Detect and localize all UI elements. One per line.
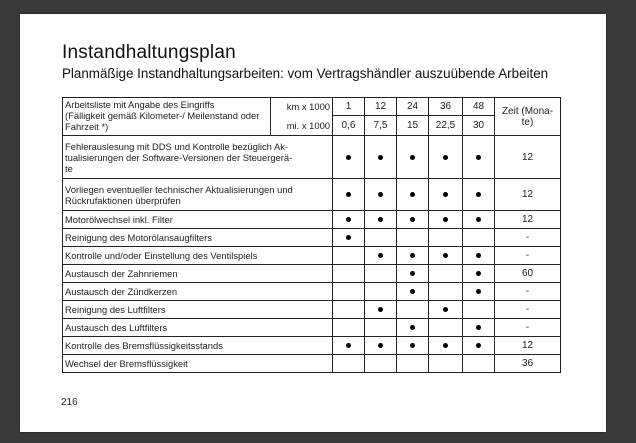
interval-cell — [463, 283, 495, 301]
zeit-cell: - — [495, 229, 561, 247]
mi-value-2: 7,5 — [365, 115, 397, 136]
page-number: 216 — [61, 397, 78, 408]
table-row — [63, 355, 561, 373]
check-dot-icon — [476, 253, 481, 258]
task-text-line: Austausch der Zahnriemen — [65, 268, 178, 279]
check-dot-icon — [410, 271, 415, 276]
interval-cell — [333, 319, 365, 337]
check-dot-icon — [346, 217, 351, 222]
unit-km-label: km x 1000 — [271, 98, 333, 116]
task-text-line: Austausch des Luftfilters — [65, 322, 168, 333]
interval-cell — [365, 179, 397, 211]
header-label-rest: (Fälligkeit gemäß Kilometer-/ Meilenstand oder Fahrzeit *) — [65, 110, 260, 132]
interval-cell — [365, 301, 397, 319]
interval-cell — [429, 337, 463, 355]
table-row — [63, 211, 561, 229]
check-dot-icon — [410, 325, 415, 330]
interval-cell — [463, 211, 495, 229]
interval-cell — [463, 337, 495, 355]
check-dot-icon — [476, 192, 481, 197]
interval-cell — [429, 301, 463, 319]
task-cell — [63, 319, 333, 337]
task-cell — [63, 136, 333, 179]
interval-cell — [397, 247, 429, 265]
check-dot-icon — [410, 343, 415, 348]
check-dot-icon — [476, 217, 481, 222]
check-dot-icon — [410, 192, 415, 197]
check-dot-icon — [443, 155, 448, 160]
task-text-line: te — [65, 162, 73, 174]
task-cell — [63, 211, 333, 229]
interval-cell — [429, 229, 463, 247]
check-dot-icon — [476, 155, 481, 160]
zeit-header-line1: Zeit (Mona- — [501, 105, 554, 117]
interval-cell — [429, 355, 463, 373]
check-dot-icon — [476, 289, 481, 294]
table-row — [63, 301, 561, 319]
interval-cell — [365, 136, 397, 179]
task-cell — [63, 355, 333, 373]
zeit-cell: - — [495, 301, 561, 319]
zeit-header — [495, 98, 561, 136]
interval-cell — [365, 355, 397, 373]
check-dot-icon — [378, 343, 383, 348]
check-dot-icon — [476, 343, 481, 348]
interval-cell — [397, 355, 429, 373]
interval-cell — [333, 211, 365, 229]
zeit-cell: 12 — [495, 337, 561, 355]
check-dot-icon — [378, 253, 383, 258]
interval-cell — [365, 247, 397, 265]
task-cell — [63, 247, 333, 265]
mi-value-5: 30 — [463, 115, 495, 136]
table-row — [63, 136, 561, 179]
page-title: Instandhaltungsplan — [62, 42, 236, 63]
check-dot-icon — [476, 325, 481, 330]
task-cell — [63, 337, 333, 355]
check-dot-icon — [410, 289, 415, 294]
interval-cell — [333, 229, 365, 247]
header-row-km — [63, 98, 561, 116]
interval-cell — [333, 337, 365, 355]
km-value-5: 48 — [463, 98, 495, 116]
task-cell — [63, 301, 333, 319]
check-dot-icon — [378, 155, 383, 160]
interval-cell — [333, 247, 365, 265]
km-value-1: 1 — [333, 98, 365, 116]
interval-cell — [397, 301, 429, 319]
check-dot-icon — [476, 271, 481, 276]
zeit-cell: 60 — [495, 265, 561, 283]
interval-cell — [397, 265, 429, 283]
unit-mi-label: mi. x 1000 — [271, 115, 333, 136]
interval-cell — [365, 265, 397, 283]
check-dot-icon — [378, 192, 383, 197]
interval-cell — [397, 179, 429, 211]
task-text-line: Reinigung des Luftfilters — [65, 304, 166, 315]
zeit-cell: 12 — [495, 136, 561, 179]
interval-cell — [397, 337, 429, 355]
check-dot-icon — [410, 155, 415, 160]
mi-value-3: 15 — [397, 115, 429, 136]
interval-cell — [463, 355, 495, 373]
task-text-line: Austausch der Zündkerzen — [65, 286, 178, 297]
interval-cell — [397, 319, 429, 337]
zeit-cell: 12 — [495, 179, 561, 211]
zeit-header-line2: te) — [521, 116, 534, 128]
check-dot-icon — [410, 253, 415, 258]
task-cell — [63, 179, 333, 211]
task-text-line: Kontrolle des Bremsflüssigkeitsstands — [65, 340, 223, 351]
check-dot-icon — [443, 307, 448, 312]
interval-cell — [429, 211, 463, 229]
check-dot-icon — [443, 253, 448, 258]
interval-cell — [429, 283, 463, 301]
check-dot-icon — [410, 217, 415, 222]
interval-cell — [429, 179, 463, 211]
check-dot-icon — [346, 155, 351, 160]
interval-cell — [333, 301, 365, 319]
maintenance-table — [62, 97, 561, 373]
km-value-4: 36 — [429, 98, 463, 116]
zeit-cell: 12 — [495, 211, 561, 229]
interval-cell — [397, 211, 429, 229]
check-dot-icon — [346, 192, 351, 197]
task-text-line: Rückrufaktionen überprüfen — [65, 194, 181, 206]
interval-cell — [463, 301, 495, 319]
task-cell — [63, 265, 333, 283]
interval-cell — [365, 229, 397, 247]
interval-cell — [429, 265, 463, 283]
header-label-cell — [63, 98, 271, 136]
interval-cell — [365, 283, 397, 301]
interval-cell — [397, 283, 429, 301]
task-text-line: tualisierungen der Software-Versionen der Steuergerä- — [65, 151, 293, 163]
zeit-cell: 36 — [495, 355, 561, 373]
task-text-line: Kontrolle und/oder Einstellung des Ventilspiels — [65, 250, 258, 261]
check-dot-icon — [443, 217, 448, 222]
check-dot-icon — [443, 343, 448, 348]
zeit-cell: - — [495, 247, 561, 265]
interval-cell — [463, 179, 495, 211]
page-subtitle: Planmäßige Instandhaltungsarbeiten: vom Vertragshändler auszuübende Arbeiten — [62, 66, 549, 81]
check-dot-icon — [378, 307, 383, 312]
header-label-line1: Arbeitsliste mit Angabe des Eingriffs — [65, 99, 215, 110]
interval-cell — [429, 319, 463, 337]
table-row — [63, 247, 561, 265]
interval-cell — [365, 319, 397, 337]
zeit-cell: - — [495, 319, 561, 337]
interval-cell — [333, 179, 365, 211]
table-row — [63, 229, 561, 247]
document-page — [20, 14, 606, 432]
mi-value-4: 22,5 — [429, 115, 463, 136]
interval-cell — [463, 136, 495, 179]
interval-cell — [397, 136, 429, 179]
interval-cell — [333, 136, 365, 179]
check-dot-icon — [378, 217, 383, 222]
task-text-line: Vorliegen eventueller technischer Aktualisierungen und — [65, 183, 293, 195]
interval-cell — [463, 319, 495, 337]
interval-cell — [333, 283, 365, 301]
check-dot-icon — [346, 235, 351, 240]
task-text-line: Wechsel der Bremsflüssigkeit — [65, 358, 188, 369]
interval-cell — [463, 229, 495, 247]
zeit-cell: - — [495, 283, 561, 301]
interval-cell — [333, 355, 365, 373]
table-row — [63, 337, 561, 355]
interval-cell — [463, 247, 495, 265]
interval-cell — [463, 265, 495, 283]
table-row — [63, 283, 561, 301]
table-row — [63, 265, 561, 283]
task-text-line: Fehlerauslesung mit DDS und Kontrolle bezüglich Ak- — [65, 140, 289, 152]
task-cell — [63, 229, 333, 247]
task-cell — [63, 283, 333, 301]
check-dot-icon — [443, 192, 448, 197]
interval-cell — [333, 265, 365, 283]
interval-cell — [365, 211, 397, 229]
interval-cell — [397, 229, 429, 247]
interval-cell — [429, 136, 463, 179]
check-dot-icon — [346, 343, 351, 348]
interval-cell — [365, 337, 397, 355]
km-value-2: 12 — [365, 98, 397, 116]
interval-cell — [429, 247, 463, 265]
table-row — [63, 179, 561, 211]
task-text-line: Reinigung des Motorölansaugfilters — [65, 232, 212, 243]
table-row — [63, 319, 561, 337]
task-text-line: Motorölwechsel inkl. Filter — [65, 214, 173, 225]
mi-value-1: 0,6 — [333, 115, 365, 136]
km-value-3: 24 — [397, 98, 429, 116]
